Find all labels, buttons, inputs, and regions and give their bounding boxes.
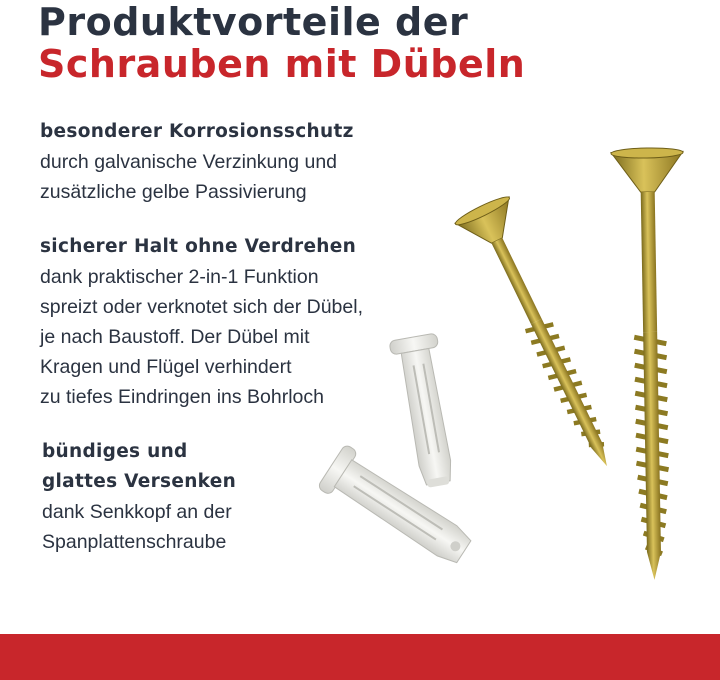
- feature-heading: glattes Versenken: [42, 471, 237, 492]
- feature-text-line: zu tiefes Eindringen ins Bohrloch: [40, 386, 324, 408]
- feature-heading: bündiges und: [42, 441, 188, 462]
- title-line-2: Schrauben mit Dübeln: [38, 42, 526, 86]
- feature-text-line: dank Senkkopf an der: [42, 501, 232, 523]
- feature-text-line: je nach Baustoff. Der Dübel mit: [40, 326, 310, 348]
- wall-plug-icon: [317, 444, 478, 574]
- product-illustration: [300, 140, 710, 600]
- feature-heading: besonderer Korrosionsschutz: [40, 121, 354, 142]
- feature-countersink: [42, 437, 236, 557]
- feature-text-line: durch galvanische Verzinkung und: [40, 151, 338, 173]
- feature-text-line: dank praktischer 2-in-1 Funktion: [40, 266, 319, 288]
- feature-text-line: spreizt oder verknotet sich der Dübel,: [40, 296, 363, 318]
- feature-text-line: Kragen und Flügel verhindert: [40, 356, 292, 378]
- feature-text-line: zusätzliche gelbe Passivierung: [40, 181, 307, 203]
- feature-heading: sicherer Halt ohne Verdrehen: [40, 236, 357, 257]
- screw-icon: [453, 193, 634, 479]
- wall-plug-icon: [389, 333, 462, 490]
- footer-bar: [0, 634, 720, 680]
- screw-icon: [611, 147, 691, 580]
- feature-text-line: Spanplattenschraube: [42, 531, 227, 553]
- title-line-1: Produktvorteile der: [38, 0, 469, 44]
